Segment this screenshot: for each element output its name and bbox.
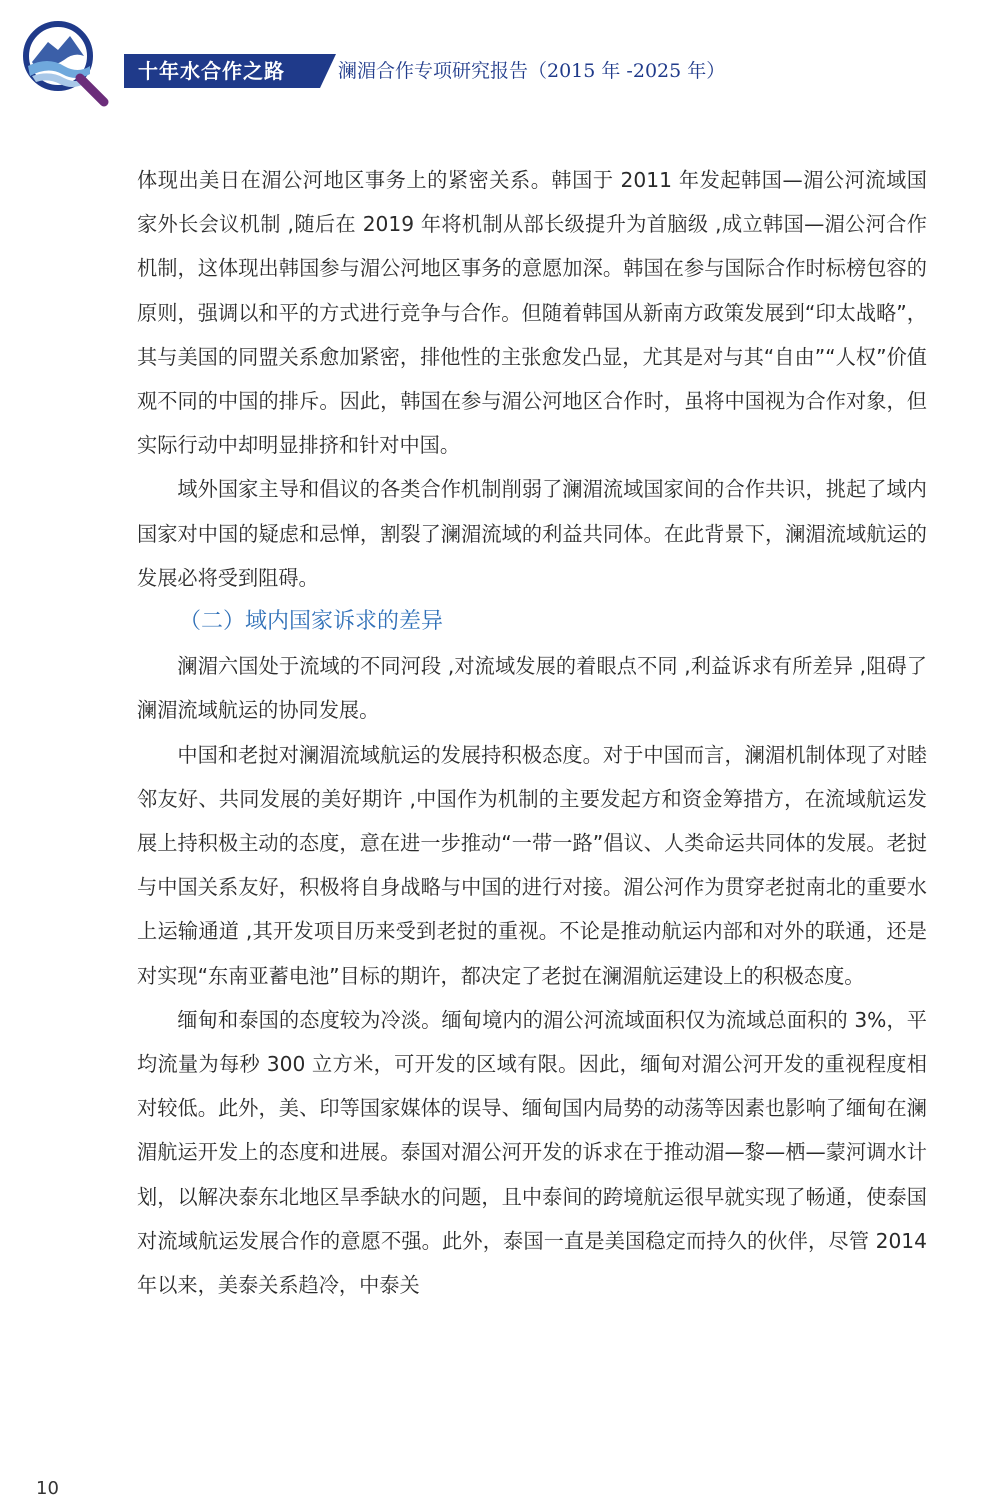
report-title: 澜湄合作专项研究报告（2015 年 -2025 年） xyxy=(338,60,726,82)
paragraph: 体现出美日在湄公河地区事务上的紧密关系。韩国于 2011 年发起韩国—湄公河流域国家外长会议机制 ,随后在 2019 年将机制从部长级提升为首脑级 ,成立韩国—湄公河合作机制，这体现出韩国参与湄公河地区事务的意愿加深。韩国在参与国际合作时标榜包容的原则，强调以和平的方式进行竞争与合作。但随着韩国从新南方政策发展到“印太战略”，其与美国的同盟关系愈加紧密，排他性的主张愈发凸显，尤其是对与其“自由”“人权”价值观不同的中国的排斥。因此，韩国在参与湄公河地区合作时，虽将中国视为合作对象，但实际行动中却明显排挤和针对中国。 xyxy=(137,168,927,458)
paragraph: 澜湄六国处于流域的不同河段 ,对流域发展的着眼点不同 ,利益诉求有所差异 ,阻碍了澜湄流域航运的协同发展。 xyxy=(137,654,927,723)
river-mountain-magnifier-logo-icon xyxy=(18,16,110,108)
paragraph: 中国和老挝对澜湄流域航运的发展持积极态度。对于中国而言，澜湄机制体现了对睦邻友好、共同发展的美好期许 ,中国作为机制的主要发起方和资金筹措方，在流域航运发展上持积极主动的态度，意在进一步推动“一带一路”倡议、人类命运共同体的发展。老挝与中国关系友好，积极将自身战略与中国的进行对接。湄公河作为贯穿老挝南北的重要水上运输通道 ,其开发项目历来受到老挝的重视。不论是推动航运内部和对外的联通，还是对实现“东南亚蓄电池”目标的期许，都决定了老挝在澜湄航运建设上的积极态度。 xyxy=(137,742,927,988)
paragraph: 域外国家主导和倡议的各类合作机制削弱了澜湄流域国家间的合作共识，挑起了域内国家对中国的疑虑和忌惮，割裂了澜湄流域的利益共同体。在此背景下，澜湄流域航运的发展必将受到阻碍。 xyxy=(137,477,927,590)
page-number: 10 xyxy=(36,1478,59,1499)
paragraph: 缅甸和泰国的态度较为冷淡。缅甸境内的湄公河流域面积仅为流域总面积的 3%，平均流量为每秒 300 立方米，可开发的区域有限。因此，缅甸对湄公河开发的重视程度相对较低。此外，美、印等国家媒体的误导、缅甸国内局势的动荡等因素也影响了缅甸在澜湄航运开发上的态度和进展。泰国对湄公河开发的诉求在于推动湄—黎—栖—蒙河调水计划，以解决泰东北地区旱季缺水的问题，且中泰间的跨境航运很早就实现了畅通，使泰国对流域航运发展合作的意愿不强。此外，泰国一直是美国稳定而持久的伙伴，尽管 2014 年以来，美泰关系趋冷，中泰关 xyxy=(137,1007,927,1298)
page-header xyxy=(0,0,1000,110)
section-heading: （二）域内国家诉求的差异 xyxy=(179,609,444,635)
page-content xyxy=(137,158,927,1307)
book-title-badge: 十年水合作之路 xyxy=(124,54,320,88)
